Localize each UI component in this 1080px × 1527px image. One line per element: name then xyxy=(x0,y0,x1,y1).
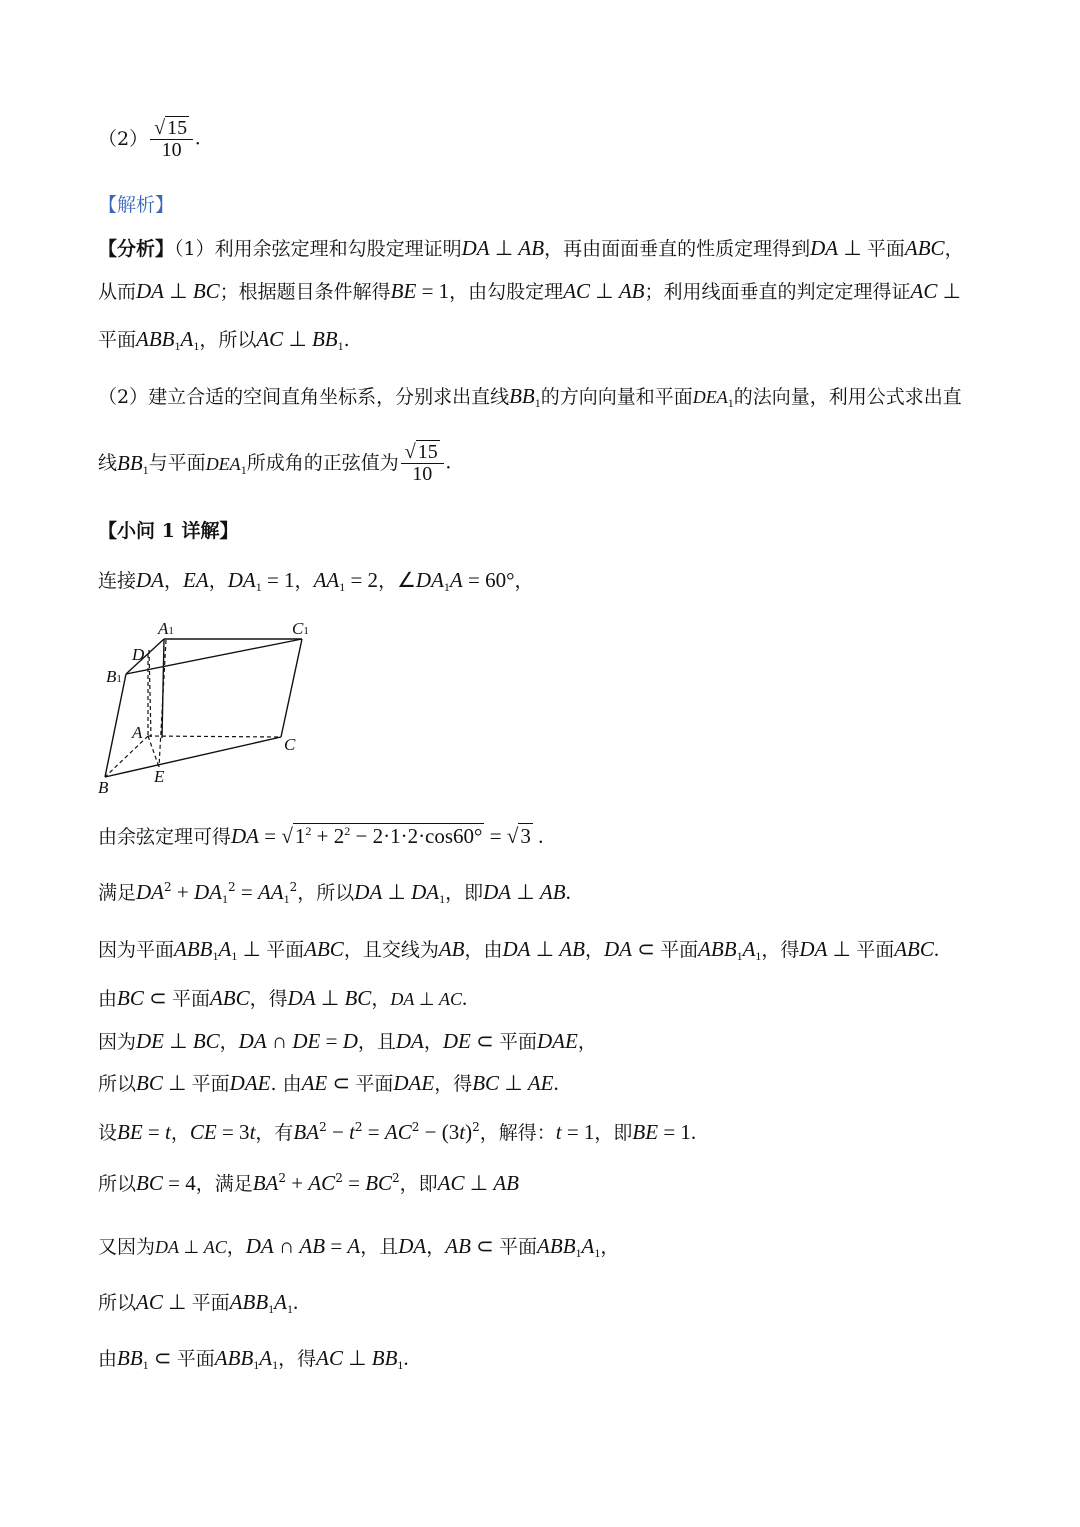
analysis-line-3: 平面$ABB_1A_1$，所以AC ⊥ $BB_1$. xyxy=(98,327,350,353)
let-be-line: 设BE = t，CE = 3t，有$BA^2 - t^2 = AC^2 - (3t)^2$，解得：t = 1，即BE = 1. xyxy=(98,1120,697,1144)
label-e: E xyxy=(154,767,165,786)
analysis-line-2: 从而DA ⊥ BC；根据题目条件解得BE = 1，由勾股定理AC ⊥ AB；利用线面垂直的判定定理得证AC ⊥ xyxy=(98,279,961,303)
answer-fraction: $\frac{√ 15}{10}$ xyxy=(150,118,193,161)
connect-line: 连接DA，EA，$DA_1 = 1$，$AA_1 = 2$，$\angle DA_1A = 60^\circ$， xyxy=(98,568,534,594)
label-b: B xyxy=(98,778,109,797)
because-de-line: 因为DE ⊥ BC，DA ∩ DE = D，且DA，DE ⊂ 平面DAE， xyxy=(98,1029,597,1053)
label-c1: C1 xyxy=(292,619,309,638)
therefore-bc-line: 所以BC ⊥ 平面DAE. 由AE ⊂ 平面DAE，得BC ⊥ AE. xyxy=(98,1071,559,1095)
analysis-q2-line-1: （2）建立合适的空间直角坐标系，分别求出直线$BB_1$的方向向量和平面$DEA_1$的法向量，利用公式求出直 xyxy=(98,384,962,410)
analysis-line-1: 【分析】（1）利用余弦定理和勾股定理证明DA ⊥ AB，再由面面垂直的性质定理得到DA ⊥ 平面ABC， xyxy=(98,236,964,260)
label-b1: B1 xyxy=(106,667,122,686)
prism-figure xyxy=(92,612,332,802)
jiexi-heading: 【解析】 xyxy=(98,194,175,216)
label-a1: A1 xyxy=(158,619,174,638)
therefore-bc4-line: 所以BC = 4，满足$BA^2 + AC^2 = BC^2$，即AC ⊥ AB xyxy=(98,1171,519,1195)
cosine-line: 由余弦定理可得DA = $√1^2 + 2^2 - 2\cdot 1\cdot 2\cdot\cos 60^\circ = √3$ . xyxy=(98,824,544,848)
therefore-ac-line: 所以AC ⊥ 平面$ABB_1A_1$. xyxy=(98,1290,299,1316)
label-d: D xyxy=(132,645,145,664)
from-bb1-line: 由$BB_1$ ⊂ 平面$ABB_1A_1$，得AC ⊥ $BB_1$. xyxy=(98,1346,409,1372)
sine-fraction: $\frac{√ 15}{10}$ xyxy=(401,442,444,485)
part1-heading: 【小问 1 详解】 xyxy=(98,520,239,542)
also-because-line: 又因为DA ⊥ AC，DA ∩ AB = A，且DA，AB ⊂ 平面$ABB_1A_1$， xyxy=(98,1234,620,1260)
from-bc-line: 由BC ⊂ 平面ABC，得DA ⊥ BC，DA ⊥ AC. xyxy=(98,986,468,1010)
satisfy-line: 满足$DA^2 + DA_1^2 = AA_1^2$，所以DA ⊥ $DA_1$，即DA ⊥ AB. xyxy=(98,880,571,906)
because-plane-line: 因为平面$ABB_1A_1$ ⊥ 平面ABC，且交线为AB，由DA ⊥ AB，DA ⊂ 平面$ABB_1A_1$，得DA ⊥ 平面ABC. xyxy=(98,937,940,963)
analysis-q2-line-2: 线$BB_1$与平面$DEA_1$所成角的正弦值为 $\frac{√ 15}{10}$ . xyxy=(98,441,451,485)
answer-2: （2） $\frac{√ 15}{10}$ . xyxy=(98,117,201,161)
label-c: C xyxy=(284,735,296,754)
label-a: A xyxy=(132,723,143,742)
